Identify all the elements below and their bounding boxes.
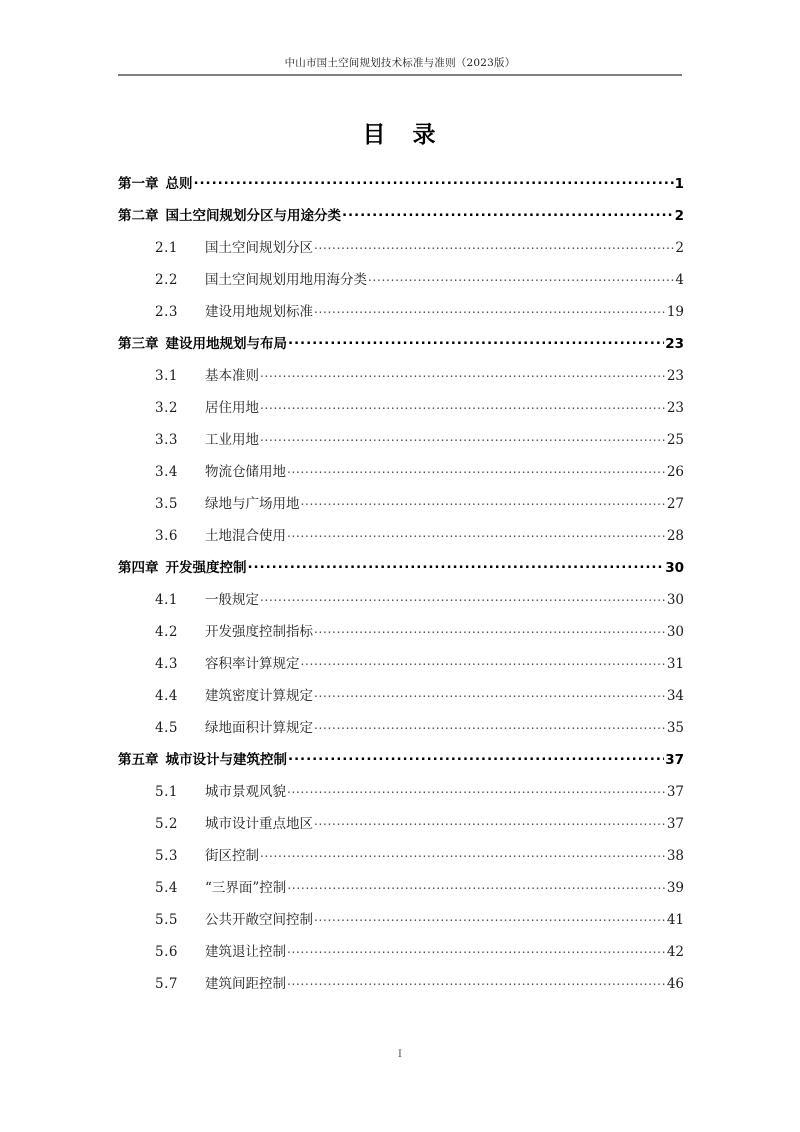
toc-entry-number: 4.1 — [155, 592, 178, 608]
toc-leader-dots — [287, 879, 666, 893]
toc-leader-dots — [314, 815, 666, 829]
header-divider — [118, 74, 682, 76]
toc-leader-dots — [314, 911, 666, 925]
toc-entry[interactable] — [118, 364, 684, 396]
toc-leader-dots — [368, 271, 674, 285]
toc-leader-dots — [314, 623, 666, 637]
toc-entry-number: 第一章 — [118, 176, 159, 192]
toc-leader-dots — [288, 751, 664, 765]
toc-leader-dots — [314, 303, 666, 317]
toc-entry-label: 建设用地规划与布局 — [165, 336, 287, 352]
toc-entry-number: 5.7 — [155, 976, 178, 992]
toc-entry[interactable] — [118, 972, 684, 1004]
toc-entry[interactable] — [118, 940, 684, 972]
toc-entry-number: 3.1 — [155, 368, 178, 384]
toc-entry-page-number: 34 — [666, 688, 684, 704]
toc-entry-label: 建筑密度计算规定 — [205, 688, 313, 704]
toc-entry-page-number: 28 — [666, 528, 684, 544]
toc-entry-number: 4.4 — [155, 688, 178, 704]
toc-entry-number: 5.4 — [155, 880, 178, 896]
toc-entry-page-number: 41 — [666, 912, 684, 928]
toc-leader-dots — [287, 783, 666, 797]
toc-entry-label: 建筑间距控制 — [205, 976, 286, 992]
toc-entry-page-number: 27 — [666, 496, 684, 512]
toc-entry-label: 国土空间规划分区 — [205, 240, 313, 256]
toc-leader-dots — [287, 527, 666, 541]
toc-entry-label: 土地混合使用 — [205, 528, 286, 544]
toc-entry-label: 基本准则 — [205, 368, 259, 384]
toc-entry[interactable] — [118, 396, 684, 428]
toc-entry-number: 2.2 — [155, 272, 178, 288]
toc-entry[interactable] — [118, 524, 684, 556]
toc-entry-page-number: 23 — [666, 400, 684, 416]
toc-entry-page-number: 37 — [666, 816, 684, 832]
toc-entry-number: 5.2 — [155, 816, 178, 832]
toc-entry[interactable] — [118, 556, 684, 588]
toc-entry-page-number: 37 — [665, 752, 684, 768]
toc-entry-label: 建筑退让控制 — [205, 944, 286, 960]
toc-entry-page-number: 31 — [666, 656, 684, 672]
toc-entry-number: 3.4 — [155, 464, 178, 480]
toc-entry[interactable] — [118, 812, 684, 844]
toc-leader-dots — [342, 207, 674, 221]
toc-entry-page-number: 2 — [675, 240, 684, 256]
toc-entry-page-number: 23 — [665, 336, 684, 352]
toc-entry-number: 第二章 — [118, 208, 159, 224]
toc-entry[interactable] — [118, 172, 684, 204]
toc-entry-page-number: 46 — [666, 976, 684, 992]
toc-leader-dots — [287, 975, 666, 989]
toc-entry-label: 物流仓储用地 — [205, 464, 286, 480]
toc-entry-label: “三界面”控制 — [205, 880, 287, 896]
toc-entry-number: 4.3 — [155, 656, 178, 672]
toc-entry-number: 第三章 — [118, 336, 159, 352]
toc-entry-label: 容积率计算规定 — [205, 656, 300, 672]
toc-entry-page-number: 37 — [666, 784, 684, 800]
toc-entry-page-number: 19 — [666, 304, 684, 320]
toc-entry[interactable] — [118, 588, 684, 620]
toc-entry[interactable] — [118, 236, 684, 268]
toc-entry-number: 3.2 — [155, 400, 178, 416]
toc-entry-label: 国土空间规划用地用海分类 — [205, 272, 367, 288]
toc-entry[interactable] — [118, 684, 684, 716]
running-header-title: 中山市国土空间规划技术标准与准则（2023版） — [284, 57, 516, 69]
toc-entry-label: 建设用地规划标准 — [205, 304, 313, 320]
toc-entry-number: 5.6 — [155, 944, 178, 960]
toc-leader-dots — [301, 655, 666, 669]
toc-leader-dots — [248, 559, 665, 573]
toc-leader-dots — [260, 431, 666, 445]
toc-entry-number: 2.1 — [155, 240, 178, 256]
toc-entry-page-number: 30 — [666, 624, 684, 640]
toc-entry-label: 工业用地 — [205, 432, 259, 448]
toc-entry-page-number: 35 — [666, 720, 684, 736]
toc-leader-dots — [260, 367, 666, 381]
toc-entry[interactable] — [118, 780, 684, 812]
toc-entry[interactable] — [118, 908, 684, 940]
footer-page-number: I — [397, 1048, 403, 1060]
toc-entry-page-number: 38 — [666, 848, 684, 864]
running-header — [118, 56, 682, 70]
toc-leader-dots — [194, 175, 674, 189]
toc-leader-dots — [314, 719, 666, 733]
toc-leader-dots — [314, 687, 666, 701]
toc-leader-dots — [314, 239, 674, 253]
toc-entry-label: 城市设计重点地区 — [205, 816, 313, 832]
toc-entry-label: 城市设计与建筑控制 — [165, 752, 287, 768]
toc-entry-label: 城市景观风貌 — [205, 784, 286, 800]
toc-entry-page-number: 30 — [665, 560, 684, 576]
toc-entry-label: 一般规定 — [205, 592, 259, 608]
toc-entry-number: 第五章 — [118, 752, 159, 768]
toc-entry[interactable] — [118, 268, 684, 300]
toc-entry[interactable] — [118, 716, 684, 748]
toc-entry-number: 4.2 — [155, 624, 178, 640]
toc-leader-dots — [288, 335, 664, 349]
toc-entry-number: 5.5 — [155, 912, 178, 928]
toc-entry-number: 3.6 — [155, 528, 178, 544]
toc-entry-label: 公共开敞空间控制 — [205, 912, 313, 928]
toc-entry[interactable] — [118, 300, 684, 332]
toc-entry-label: 总则 — [165, 176, 193, 192]
toc-leader-dots — [287, 943, 666, 957]
toc-entry[interactable] — [118, 876, 684, 908]
toc-entry[interactable] — [118, 460, 684, 492]
toc-entry-label: 开发强度控制指标 — [205, 624, 313, 640]
toc-entry-page-number: 25 — [666, 432, 684, 448]
toc-entry-label: 开发强度控制 — [165, 560, 247, 576]
toc-entry-page-number: 23 — [666, 368, 684, 384]
toc-entry-page-number: 2 — [674, 208, 684, 224]
toc-leader-dots — [301, 495, 666, 509]
toc-entry-number: 5.3 — [155, 848, 178, 864]
page-title: 目 录 — [362, 121, 438, 148]
toc-leader-dots — [260, 591, 666, 605]
toc-entry[interactable] — [118, 492, 684, 524]
toc-entry[interactable] — [118, 652, 684, 684]
toc-entry-number: 第四章 — [118, 560, 159, 576]
toc-entry-page-number: 30 — [666, 592, 684, 608]
toc-entry-page-number: 42 — [666, 944, 684, 960]
toc-leader-dots — [260, 399, 666, 413]
toc-entry-page-number: 39 — [666, 880, 684, 896]
table-of-contents — [118, 172, 684, 1004]
toc-entry-page-number: 26 — [666, 464, 684, 480]
toc-entry-label: 国土空间规划分区与用途分类 — [165, 208, 341, 224]
toc-entry-number: 4.5 — [155, 720, 178, 736]
toc-entry[interactable] — [118, 204, 684, 236]
toc-entry[interactable] — [118, 748, 684, 780]
toc-entry[interactable] — [118, 620, 684, 652]
toc-leader-dots — [260, 847, 666, 861]
toc-entry-number: 5.1 — [155, 784, 178, 800]
toc-entry[interactable] — [118, 844, 684, 876]
toc-entry-label: 绿地与广场用地 — [205, 496, 300, 512]
toc-entry-page-number: 1 — [674, 176, 684, 192]
toc-entry-label: 绿地面积计算规定 — [205, 720, 313, 736]
toc-leader-dots — [287, 463, 666, 477]
toc-entry-number: 2.3 — [155, 304, 178, 320]
toc-entry-page-number: 4 — [675, 272, 684, 288]
toc-entry[interactable] — [118, 332, 684, 364]
toc-entry-number: 3.3 — [155, 432, 178, 448]
toc-entry-number: 3.5 — [155, 496, 178, 512]
toc-entry[interactable] — [118, 428, 684, 460]
toc-entry-label: 居住用地 — [205, 400, 259, 416]
toc-entry-label: 街区控制 — [205, 848, 259, 864]
